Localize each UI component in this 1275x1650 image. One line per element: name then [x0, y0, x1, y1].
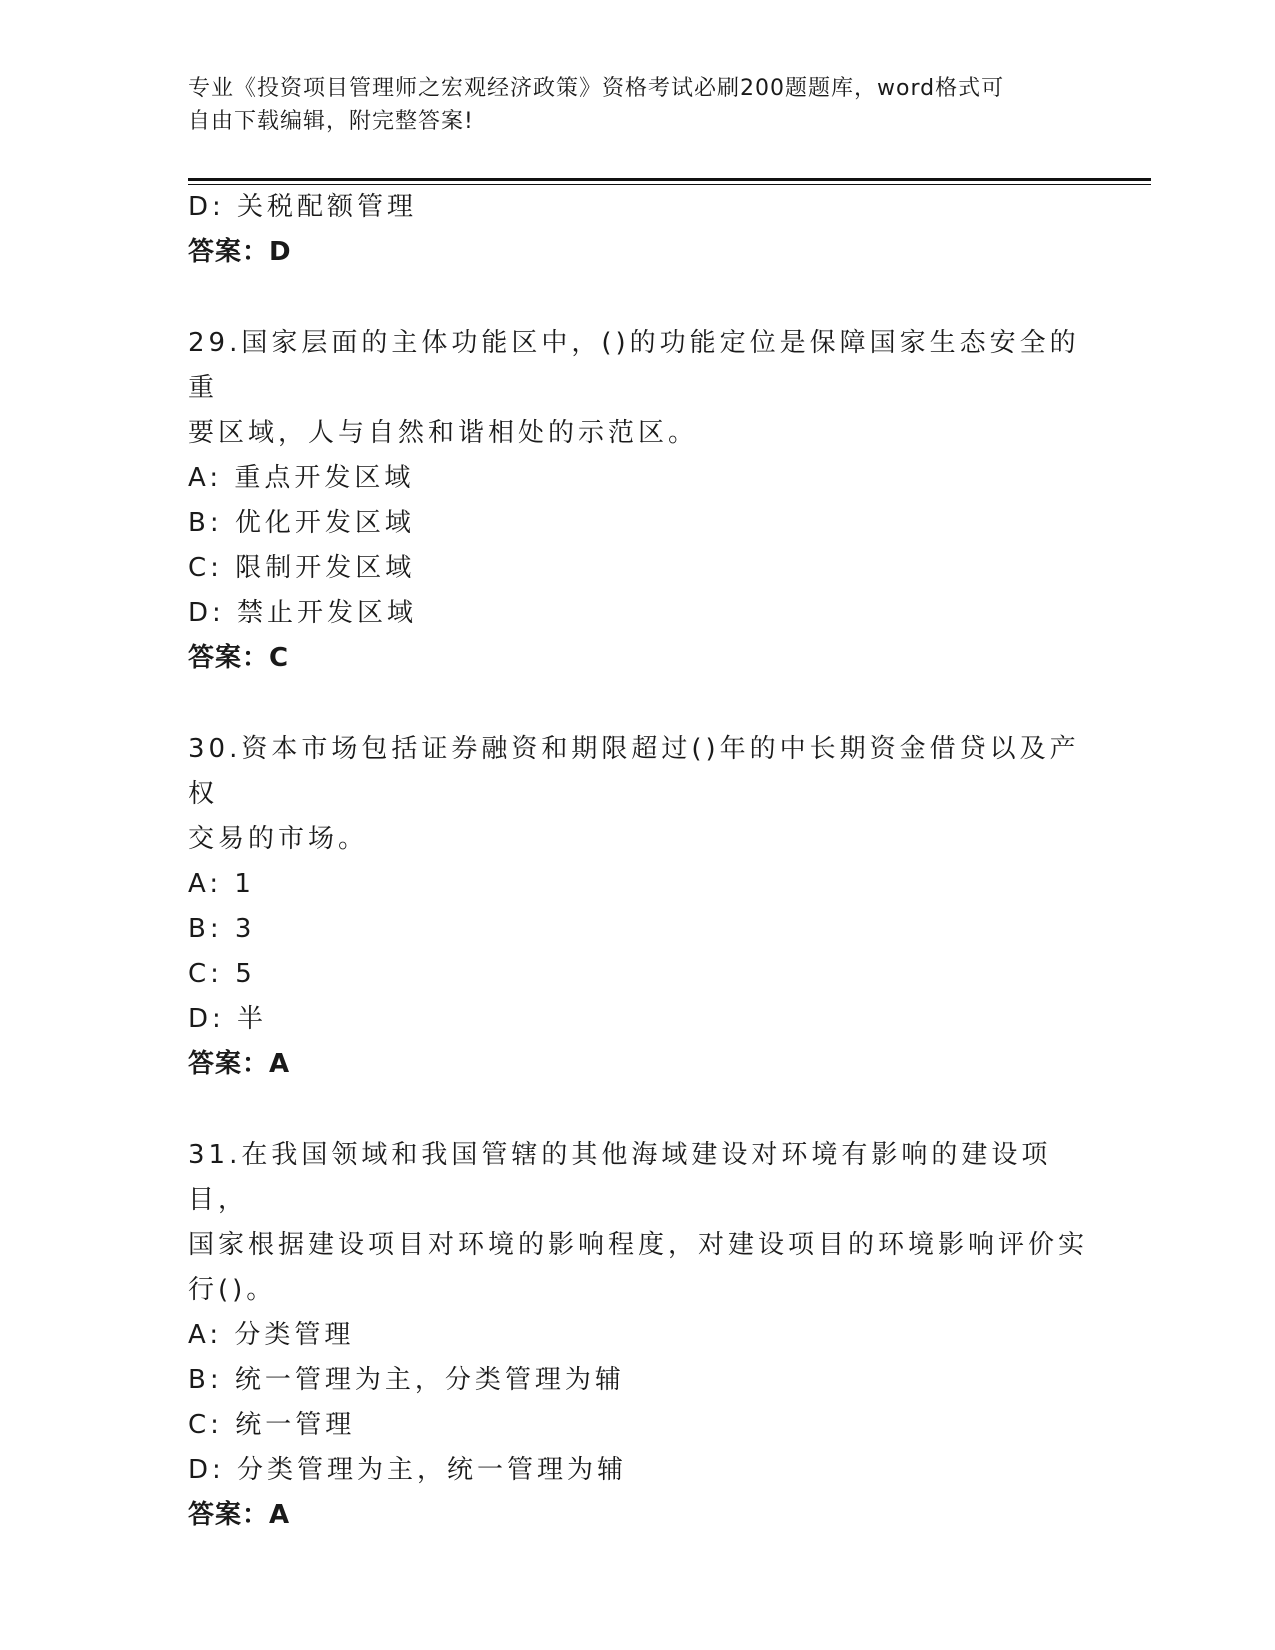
question-stem: [188, 321, 1088, 456]
stem-line: 行()。: [188, 1275, 277, 1305]
stem-line: 国家根据建设项目对环境的影响程度，对建设项目的环境影响评价实: [188, 1230, 1089, 1260]
header-title-line1: 专业《投资项目管理师之宏观经济政策》资格考试必刷200题题库，word格式可: [188, 76, 1005, 101]
document-header: [188, 72, 1088, 138]
answer: 答案：A: [188, 1049, 291, 1079]
option-text: 分类管理: [234, 1320, 355, 1350]
stem-line: 交易的市场。: [188, 824, 369, 854]
previous-question-continuation: [188, 185, 1088, 275]
stem-line: 资本市场包括证券融资和期限超过()年的中长期资金借贷以及产权: [188, 734, 1080, 809]
stem-line: 在我国领域和我国管辖的其他海域建设对环境有影响的建设项目，: [188, 1140, 1052, 1215]
option-text: 重点开发区域: [234, 463, 415, 493]
answer: 答案：C: [188, 643, 290, 673]
option-text: 禁止开发区域: [237, 598, 418, 628]
option-label: C:: [188, 959, 223, 989]
question-number: 31.: [188, 1140, 242, 1170]
option-c: [188, 546, 1088, 591]
option-label: D:: [188, 192, 225, 222]
question-30: [188, 727, 1088, 1087]
option-label: B:: [188, 1365, 223, 1395]
option-text: 半: [237, 1004, 268, 1034]
option-c: [188, 952, 1088, 997]
option-a: [188, 456, 1088, 501]
question-number: 30.: [188, 734, 242, 764]
option-d: [188, 591, 1088, 636]
option-label: A:: [188, 1320, 223, 1350]
option-label: A:: [188, 463, 223, 493]
header-divider-thick: [188, 178, 1151, 181]
question-31: [188, 1133, 1088, 1538]
option-text: 5: [235, 959, 256, 989]
option-b: [188, 1358, 1088, 1403]
option-text: 统一管理: [235, 1410, 356, 1440]
header-title-line2: 自由下载编辑，附完整答案!: [188, 109, 474, 134]
question-29: [188, 321, 1088, 681]
option-text: 分类管理为主，统一管理为辅: [237, 1455, 628, 1485]
option-d: [188, 997, 1088, 1042]
option-text: 统一管理为主，分类管理为辅: [234, 1365, 625, 1395]
option-text: 3: [234, 914, 256, 944]
option-label: D:: [188, 1004, 225, 1034]
option-b: [188, 907, 1088, 952]
option-text: 1: [234, 869, 255, 899]
option-label: D:: [188, 598, 225, 628]
option-label: D:: [188, 1455, 225, 1485]
option-c: [188, 1403, 1088, 1448]
option-a: [188, 1313, 1088, 1358]
option-label: C:: [188, 1410, 223, 1440]
option-d: [188, 1448, 1088, 1493]
question-list: [188, 185, 1088, 1538]
option-label: B:: [188, 914, 223, 944]
answer: 答案：D: [188, 237, 292, 267]
stem-line: 要区域，人与自然和谐相处的示范区。: [188, 418, 699, 448]
question-number: 29.: [188, 328, 242, 358]
option-text: 优化开发区域: [234, 508, 415, 538]
option-b: [188, 501, 1088, 546]
option-label: C:: [188, 553, 223, 583]
question-stem: [188, 1133, 1088, 1313]
stem-line: 国家层面的主体功能区中，()的功能定位是保障国家生态安全的重: [188, 328, 1080, 403]
option-d: [188, 185, 1088, 230]
option-a: [188, 862, 1088, 907]
answer: 答案：A: [188, 1500, 291, 1530]
option-text: 关税配额管理: [237, 192, 418, 222]
option-label: A:: [188, 869, 223, 899]
question-stem: [188, 727, 1088, 862]
option-label: B:: [188, 508, 223, 538]
option-text: 限制开发区域: [235, 553, 416, 583]
